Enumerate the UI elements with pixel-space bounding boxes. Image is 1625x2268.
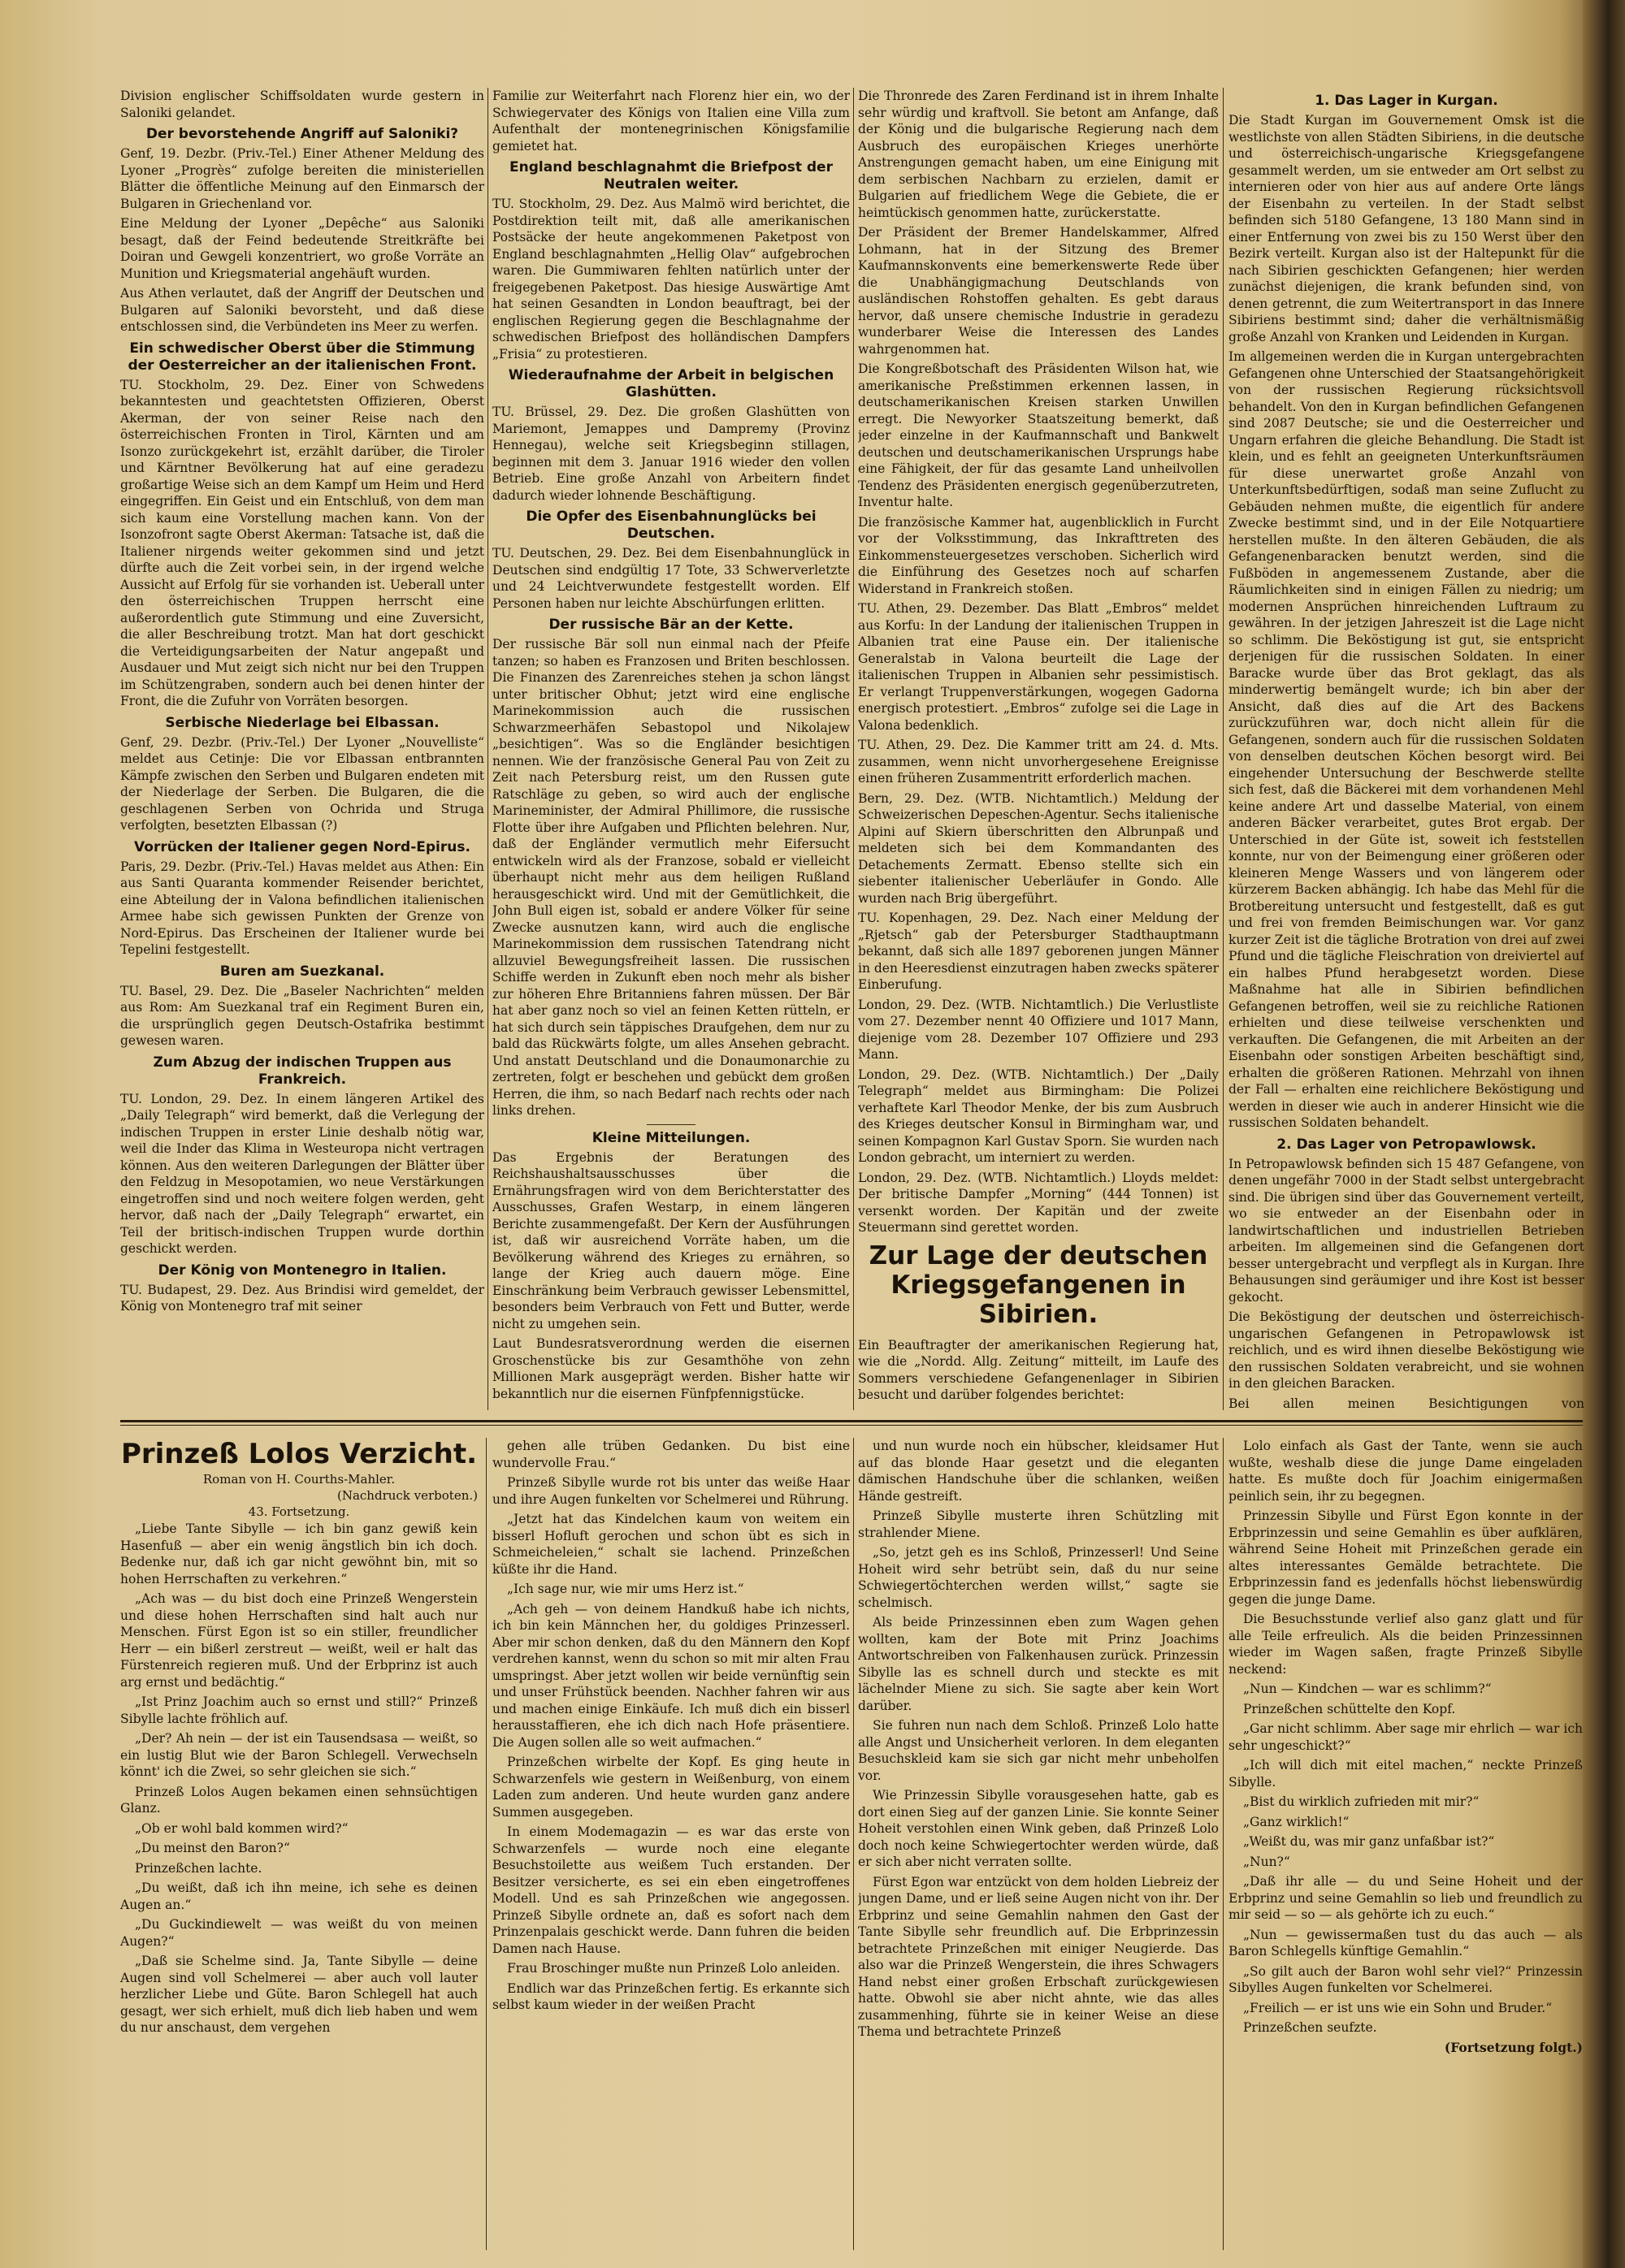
article-headline: Serbische Niederlage bei Elbassan. [165,714,440,731]
novel-paragraph: Fürst Egon war entzückt von dem holden Liebreiz der jungen Dame, und er ließ seine Augen nicht von ihr. Der Erbprinz und seine Gemahlin nahmen den Gast der Tante Sibylle sehr freundlich auf. Die Erbprinzessin betrachtete Prinzeßchen mit einiger Neugierde. Das also war die Prinzeß Wengerstein, die ihres Schwagers Hand nebst einer großen Erbschaft zurückgewiesen hatte. Obwohl sie aber nicht ahnte, wie das alles zusammenhing, führte sie in keiner Weise an diese Thema und betrachtete Prinzeß [858,1874,1219,2039]
column-2 [492,88,850,1410]
page-fold-shadow [1583,0,1625,2268]
novel-paragraph: „Weißt du, was mir ganz unfaßbar ist?“ [1243,1834,1495,1849]
novel-paragraph: „Du meinst den Baron?“ [135,1841,290,1855]
novel-paragraph: Frau Broschinger mußte nun Prinzeß Lolo anleiden. [507,1961,841,1976]
article-paragraph: London, 29. Dez. (WTB. Nichtamtlich.) Der „Daily Telegraph“ meldet aus Birmingham: Die Polizei verhaftete Karl Theodor Menke, der bis zum Ausbruch des Krieges deutscher Konsul in Birmingham war, und seinen Kompagnon Karl Gustav Sporn. Sie wurden nach London gebracht, um interniert zu werden. [858,1067,1219,1165]
novel-byline: Roman von H. Courths-Mahler. [202,1472,396,1487]
article-paragraph: TU. Brüssel, 29. Dez. Die großen Glashütten von Mariemont, Jemappes und Dampremy (Provinz Hennegau), welche seit Kriegsbeginn stillagen, beginnen mit dem 3. Januar 1916 wieder den vollen Betrieb. Eine große Anzahl von Arbeitern findet dadurch wieder lohnende Beschäftigung. [492,405,850,503]
article-paragraph: Familie zur Weiterfahrt nach Florenz hier ein, wo der Schwiegervater des Königs von Italien eine Villa zum Aufenthalt der montenegrinischen Königsfamilie gemietet hat. [492,89,850,154]
column-rule [853,88,854,1410]
novel-paragraph: Wie Prinzessin Sibylle vorausgesehen hatte, gab es dort einen Sieg auf der ganzen Linie. Sie konnte Seiner Hoheit verstohlen einen Wink geben, daß Prinzeß Lolo doch noch keine Schwiegertochter werden würde, daß er sich aber nicht verraten sollte. [858,1788,1219,1869]
article-paragraph: Der russische Bär soll nun einmal nach der Pfeife tanzen; so haben es Franzosen und Briten beschlossen. Die Finanzen des Zarenreiches stehen ja schon längst unter britischer Obhut; jetzt wird eine englische Marinekommission auch die russischen Schwarzmeerhäfen Sebastopol und Nikolajew „besichtigen“. Was so die Engländer besichtigen nennen. Wie der französische General Pau von Zeit zu Zeit nach Petersburg reist, um den Russen gute Ratschläge zu geben, so wird auch der englische Marineminister, der Admiral Phillimore, die russische Flotte über ihre Aufgaben und Pflichten belehren. Nur, daß der Engländer vermutlich mehr Eifersucht entwickeln wird als der Franzose, sobald er vielleicht überhaupt nicht mehr aus dem heiligen Rußland herausgeschickt wird. Und mit der Gemütlichkeit, die John Bull eigen ist, sobald er andere Völker für seine Zwecke ausnutzen kann, wird auch die englische Marinekommission dem russischen Tatendrang nicht allzuviel Bewegungsfreiheit lassen. Die russischen Schiffe werden in Zukunft eben noch mehr als bisher zur höheren Ehre Britanniens fahren müssen. Der Bär hat aber ganz noch so viel an feinen Ketten rütteln, er hat sich durch sein täppisches Draufgehen, dem nur zu bald das Rückwärts folgte, um alles Ansehen gebracht. Und anstatt Deutschland und die Donaumonarchie zu zertreten, folgt er beschehen und gebückt dem großen Herren, die ihm, so nach Bedarf nach rechts oder nach links drehen. [492,637,850,1118]
article-headline: Zur Lage der deutschen Kriegsgefangenen in Sibirien. [869,1240,1208,1329]
novel-title: Prinzeß Lolos Verzicht. [120,1438,478,1470]
section-divider [120,1420,1583,1422]
column-rule [486,1438,487,2250]
article-paragraph: Die französische Kammer hat, augenblicklich in Furcht vor der Volksstimmung, das Inkrafttreten des Einkommensteuergesetzes verschoben. Sicherlich wird die Einführung des Gesetzes noch auf scharfen Widerstand in Frankreich stoßen. [858,514,1219,596]
novel-paragraph: „Bist du wirklich zufrieden mit mir?“ [1243,1794,1480,1809]
article-paragraph: Bern, 29. Dez. (WTB. Nichtamtlich.) Meldung der Schweizerischen Depeschen-Agentur. Sechs italienische Alpini auf Skiern überschritten den Albrunpaß und meldeten sich bei dem Kommandanten des Detachements Zermatt. Ebenso stellte sich ein siebenter italienischer Ueberläufer in Gondo. Alle wurden nach Brig übergeführt. [858,790,1219,906]
novel-paragraph: „Ob er wohl bald kommen wird?“ [135,1820,349,1836]
article-paragraph: Laut Bundesratsverordnung werden die eisernen Groschenstücke bis zur Gesamthöhe von zehn Millionen Mark ausgeprägt werden. Bisher hatte wir bekanntlich nur die eisernen Fünfpfennigstücke. [492,1336,850,1401]
article-paragraph: TU. Deutschen, 29. Dez. Bei dem Eisenbahnunglück in Deutschen sind endgültig 17 Tote, 33 Schwerverletzte und 24 Leichtverwundete festgestellt worden. Elf Personen haben nur leichte Abschürfungen erlitten. [492,546,850,611]
article-paragraph: London, 29. Dez. (WTB. Nichtamtlich.) Lloyds meldet: Der britische Dampfer „Morning“ (444 Tonnen) ist versenkt worden. Der Kapitän und der zweite Steuermann sind gerettet worden. [858,1170,1219,1235]
article-paragraph: TU. Stockholm, 29. Dez. Einer von Schwedens bekanntesten und geachtetsten Offizieren, Oberst Akerman, der von seiner Reise nach den österreichischen Fronten in Tirol, Kärnten und am Isonzo zurückgekehrt ist, erzählt darüber, die Tiroler und Kärntner Bevölkerung hat auf eine geradezu großartige Weise sich an dem Kampf um Heim und Herd eingegriffen. Ein Geist und ein Entschluß, von dem man sich kaum eine Vorstellung machen kann. Von der Isonzofront sagte Oberst Akerman: Tatsache ist, daß die Italiener nirgends weiter gekommen sind und jetzt dürfte auch die Zeit vorbei sein, in der irgend welche Aussicht auf Erfolg für sie vorhanden ist. Ueberall unter den österreichischen Truppen herrscht eine außerordentlich gute Stimmung und eine Zuversicht, die aller Beschreibung trotzt. Man hat dort geschickt die Verteidigungsarbeiten der Natur angepaßt und Ausdauer und Mut zeigt sich nicht nur bei den Truppen im Schützengraben, sondern auch bei denen hinter der Front, die die Zufuhr von Vorräten besorgen. [120,377,484,708]
novel-paragraph: gehen alle trüben Gedanken. Du bist eine wundervolle Frau.“ [492,1439,850,1470]
novel-paragraph: „Freilich — er ist uns wie ein Sohn und Bruder.“ [1243,2000,1553,2015]
novel-paragraph: Lolo einfach als Gast der Tante, wenn sie auch wußte, weshalb diese die junge Dame eingeladen hatte. Es mußte doch für Joachim einigermaßen peinlich sein, ihr zu begegnen. [1228,1439,1583,1504]
article-paragraph: Die Thronrede des Zaren Ferdinand ist in ihrem Inhalte sehr würdig und kraftvoll. Sie betont am Anfange, daß der König und die bulgarische Regierung nach dem Ausbruch des europäischen Krieges unerhörte Anstrengungen gemacht haben, um eine Einigung mit dem serbischen Nachbarn zu erzielen, damit er Bulgarien auf friedlichem Wege die Gebiete, die er heimtückisch genommen hatte, zurückerstatte. [858,89,1219,220]
novel-paragraph: „Ich will dich mit eitel machen,“ neckte Prinzeß Sibylle. [1228,1758,1583,1790]
article-headline: Buren am Suezkanal. [219,963,385,980]
novel-paragraph: Die Besuchsstunde verlief also ganz glatt und für alle Teile erfreulich. Als die beiden Prinzessinnen wieder im Wagen saßen, fragte Prinzeß Sibylle neckend: [1228,1612,1583,1677]
novel-paragraph: „Jetzt hat das Kindelchen kaum von weitem ein bisserl Hofluft gerochen und schon übt es sich in Schmeicheleien,“ schalt sie lachend. Prinzeßchen küßte ihr die Hand. [492,1512,850,1577]
article-paragraph: Paris, 29. Dezbr. (Priv.-Tel.) Havas meldet aus Athen: Ein aus Santi Quaranta kommender Reisender berichtet, eine Abteilung der in Valona befindlichen italienischen Armee habe sich gewissen Punkten der Grenze von Nord-Epirus. Das Erscheinen der Italiener wurde bei Tepelini festgestellt. [120,859,484,957]
novel-column-4 [1228,1438,1583,2250]
novel-paragraph: „Nun?“ [1243,1854,1290,1869]
article-paragraph: TU. London, 29. Dez. In einem längeren Artikel des „Daily Telegraph“ wird bemerkt, daß die Verlegung der indischen Truppen in erster Linie deshalb nötig war, weil die Inder das Klima in Westeuropa nicht vertragen können. Aus den weiteren Darlegungen der Blätter über den Feldzug in Mesopotamien, wo neue Verstärkungen eingetroffen sind und noch weitere folgen werden, geht hervor, daß nach der „Daily Telegraph“ erwartet, ein Teil der britisch-indischen Truppen wurde dorthin geschickt werden. [120,1091,484,1256]
novel-paragraph: „Ich sage nur, wie mir ums Herz ist.“ [507,1582,744,1596]
novel-paragraph: „Du Guckindiewelt — was weißt du von meinen Augen?“ [120,1917,478,1949]
article-paragraph: Das Ergebnis der Beratungen des Reichshaushaltsausschusses über die Ernährungsfragen wird von dem Berichterstatter des Ausschusses, Grafen Westarp, in einem längeren Berichte zusammengefaßt. Der Kern der Ausführungen ist, daß wir ausreichend Vorräte haben, um die Bevölkerung während des Krieges zu ernähren, so lange der Krieg auch dauern möge. Eine Einschränkung beim Verbrauch gewisser Lebensmittel, besonders beim Verbrauch von Fett und Butter, werde nicht zu umgehen sein. [492,1149,850,1331]
article-headline: Zum Abzug der indischen Truppen aus Frankreich. [153,1054,452,1088]
article-paragraph: Der Präsident der Bremer Handelskammer, Alfred Lohmann, hat in der Sitzung des Bremer Kaufmannskonvents eine bemerkenswerte Rede über die Unabhängigmachung Deutschlands von ausländischen Rohstoffen gehalten. Es gebt daraus hervor, daß unsere chemische Industrie in geradezu wunderbarer Weise die Interessen des Landes wahrgenommen hat. [858,225,1219,357]
article-paragraph: Genf, 19. Dezbr. (Priv.-Tel.) Einer Athener Meldung des Lyoner „Progrès“ zufolge bereiten die ministeriellen Blätter die öffentliche Meinung auf den Einmarsch der Bulgaren in Griechenland vor. [120,146,484,211]
article-paragraph: Genf, 29. Dezbr. (Priv.-Tel.) Der Lyoner „Nouvelliste“ meldet aus Cetinje: Die vor Elbassan entbrannten Kämpfe zwischen den Serben und Bulgaren endeten mit der Niederlage der Serben. Die Bulgaren, die die geschlagenen Serben von Ochrida und Struga verfolgten, besetzten Elbassan (?) [120,734,484,833]
novel-paragraph: und nun wurde noch ein hübscher, kleidsamer Hut auf das blonde Haar gesetzt und die eleganten dämischen Handschuhe über die schlanken, weißen Hände gestreift. [858,1439,1219,1504]
novel-paragraph: „Ganz wirklich!“ [1243,1814,1350,1829]
article-paragraph: Im allgemeinen werden die in Kurgan untergebrachten Gefangenen ohne Unterschied der Staatsangehörigkeit von der russischen Regierung rücksichtsvoll behandelt. Von den in Kurgan befindlichen Gefangenen sind 2087 Deutsche; sie und die Oesterreicher und Ungarn erfahren die gleiche Behandlung. Die Stadt ist klein, und es fehlt an geeigneten Unterkunftsräumen für diese unerwartet große Anzahl von Unterkunftsbedürftigen, sodaß man seine Zuflucht zu Gebäuden nehmen mußte, die eigentlich für andere Zwecke bestimmt sind, und in der Eile Notquartiere herstellen mußte. In den älteren Gebäuden, die als Gefangenenbaracken benutzt werden, sind die Fußböden in angemessenem Zustande, aber die Räumlichkeiten sind in einigen Fällen zu niedrig; um modernen Ansprüchen hinreichenden Luftraum zu gewähren. In der jetzigen Jahreszeit ist die Lage nicht so schlimm. Die Beköstigung ist gut, sie entspricht derjenigen für die russischen Soldaten. In einer Baracke wurde über das Brot geklagt, das als minderwertig bemängelt wurde; ich bin aber der Ansicht, daß dies auf die Art des Backens zurückzuführen war, doch nicht allein für die Gefangenen, sondern auch für die russischen Soldaten von denselben deutschen Köchen besorgt wird. Bei eingehender Untersuchung der Beschwerde stellte sich fest, daß die Bäckerei mit dem vorhandenen Mehl keine andere Art und dasselbe Material, von einem anderen Bäcker verarbeitet, gutes Brot ergab. Der Unterschied in der Güte ist, soweit ich feststellen konnte, nur von der Beimengung einer größeren oder kleineren Menge Wassers und von längerem oder kürzerem Backen abhängig. Ich habe das Mehl für die Brotbereitung untersucht und festgestellt, daß es gut und frei von fremden Beimischungen war. Vor ganz kurzer Zeit ist die tägliche Brotration von drei auf zwei Pfund und die tägliche Fleischration von dreiviertel auf ein halbes Pfund herabgesetzt worden. Diese Maßnahme hat alle in Sibirien befindlichen Gefangenen betroffen, weil sie zu reichliche Rationen erhielten und diese teilweise verschenkten und verkauften. Die Gefangenen, die mit Arbeiten an der Eisenbahn oder sonstigen Arbeiten beschäftigt sind, erhalten die größeren Rationen. Mehrzahl von ihnen der Fall — erhalten eine reichlichere Beköstigung und werden in dieser wie auch in anderer Hinsicht wie die russischen Soldaten behandelt. [1228,349,1584,1130]
novel-paragraph: Prinzeß Sibylle wurde rot bis unter das weiße Haar und ihre Augen funkelten vor Schelmerei und Rührung. [492,1475,850,1507]
novel-paragraph: Prinzessin Sibylle und Fürst Egon konnte in der Erbprinzessin und seine Gemahlin es über aufklären, während Seine Hoheit mit Prinzeßchen gerade ein altes interessantes Gemälde betrachtete. Die Erbprinzessin fand es jedenfalls höchst liebenswürdig gegen die junge Dame. [1228,1508,1583,1607]
article-paragraph: Die Stadt Kurgan im Gouvernement Omsk ist die westlichste von allen Städten Sibiriens, in die deutsche und österreichisch-ungarische Kriegsgefangene gesammelt werden, um sie entweder am Ort selbst zu internieren oder von hier aus auf andere Orte längs der Eisenbahn zu verteilen. In der Stadt selbst befinden sich 5180 Gefangene, 13 180 Mann sind in einer Entfernung von zwei bis zu 150 Werst über den Bezirk verteilt. Kurgan also ist der Haltepunkt für die nach Sibirien geschickten Gefangenen; hier werden zunächst diejenigen, die krank befunden sind, von denen getrennt, die zum Weitertransport in das Innere Sibiriens bestimmt sind; daher die verhältnismäßig große Anzahl von Kranken und Leidenden in Kurgan. [1228,113,1584,344]
article-paragraph: TU. Athen, 29. Dez. Die Kammer tritt am 24. d. Mts. zusammen, wenn nicht unvorhergesehene Ereignisse einen früheren Zusammentritt erforderlich machen. [858,738,1219,786]
article-paragraph: TU. Stockholm, 29. Dez. Aus Malmö wird berichtet, die Postdirektion teilt mit, daß alle amerikanischen Postsäcke der heute angekommenen Paketpost von England beschlagnahmten „Hellig Olav“ aufgebrochen waren. Die Gummiwaren fehlten natürlich unter der freigegebenen Paketpost. Das hiesige Auswärtige Amt hat seinen Gesandten in London beauftragt, bei der englischen Regierung gegen die Beschlagnahme der schwedischen Briefpost des holländischen Dampfers „Frisia“ zu protestieren. [492,197,850,361]
column-4 [1228,88,1584,1410]
novel-paragraph: „So gilt auch der Baron wohl sehr viel?“ Prinzessin Sibylles Augen funkelten vor Schelmerei. [1228,1963,1583,1995]
novel-paragraph: In einem Modemagazin — es war das erste von Schwarzenfels — wurde noch eine elegante Besuchstoilette aus weißem Tuch erstanden. Der Besitzer versicherte, es sei ein eben eingetroffenes Modell. Und es sah Prinzeßchen wie angegossen. Prinzeß Sibylle ordnete an, daß es sofort nach dem Prinzenpalais geschickt werde. Dann fuhren die beiden Damen nach Hause. [492,1824,850,1956]
article-headline: Kleine Mitteilungen. [592,1129,751,1146]
short-rule [647,1124,696,1125]
section-divider-thin [120,1425,1583,1426]
novel-paragraph: Sie fuhren nun nach dem Schloß. Prinzeß Lolo hatte alle Angst und Unsicherheit verloren. In dem eleganten Besuchskleid kam sie sich gar nicht mehr unbeholfen vor. [858,1718,1219,1783]
article-paragraph: TU. Basel, 29. Dez. Die „Baseler Nachrichten“ melden aus Rom: Am Suezkanal traf ein Regiment Buren ein, die ursprünglich gegen Deutsch-Ostafrika bestimmt gewesen waren. [120,983,484,1048]
column-3 [858,88,1219,1410]
article-paragraph: TU. Kopenhagen, 29. Dez. Nach einer Meldung der „Rjetsch“ gab der Petersburger Stadthauptmann bekannt, daß sich alle 1897 geborenen jungen Männer in den Heeresdienst einzutragen haben zwecks späterer Einberufung. [858,911,1219,992]
article-headline: Ein schwedischer Oberst über die Stimmung der Oesterreicher an der italienischen Front. [128,340,477,374]
article-paragraph: Eine Meldung der Lyoner „Depêche“ aus Saloniki besagt, daß der Feind bedeutende Streitkräfte bei Doiran und Gewgeli konzentriert, wo große Vorräte an Munition und Kriegsmaterial angehäuft wurden. [120,216,484,281]
article-paragraph: Aus Athen verlautet, daß der Angriff der Deutschen und Bulgaren auf Saloniki bevorsteht, und daß diese entschlossen sind, die Verbündeten ins Meer zu werfen. [120,286,484,334]
novel-paragraph: „Daß ihr alle — du und Seine Hoheit und der Erbprinz und seine Gemahlin so lieb und freundlich zu mir seid — so — als gehörte ich zu euch.“ [1228,1874,1583,1922]
novel-paragraph: „Nun — Kindchen — war es schlimm?“ [1243,1682,1492,1696]
novel-paragraph: „Ist Prinz Joachim auch so ernst und still?“ Prinzeß Sibylle lachte fröhlich auf. [120,1695,478,1726]
novel-paragraph: „Ach geh — von deinem Handkuß habe ich nichts, ich bin kein Männchen her, du goldiges Prinzesserl. Aber mir schon denken, daß du den Männern den Kopf verdrehen kannst, wenn du schon so mit mir alten Frau umspringst. Aber jetzt wollen wir beide vernünftig sein und unser Frühstück beenden. Nachher fahren wir aus und machen einige Einkäufe. Ich muß dich ein bisserl herausstaffieren, ehe ich dich nach Hofe präsentiere. Die Augen sollen alle so weit aufmachen.“ [492,1601,850,1750]
novel-paragraph: „Der? Ah nein — der ist ein Tausendsasa — weißt, so ein lustig Blut wie der Baron Schlegell. Verwechseln könnt' ich die Zwei, so sehr gleichen sie sich.“ [120,1731,478,1779]
novel-episode: 43. Fortsetzung. [248,1504,350,1519]
novel-paragraph: Prinzeßchen schüttelte den Kopf. [1243,1701,1456,1716]
article-headline: Wiederaufnahme der Arbeit in belgischen Glashütten. [508,367,834,400]
article-paragraph: London, 29. Dez. (WTB. Nichtamtlich.) Die Verlustliste vom 27. Dezember nennt 40 Offiziere und 1017 Mann, diejenige vom 28. Dezember 107 Offiziere und 293 Mann. [858,997,1219,1062]
column-1 [120,88,484,1410]
article-headline: Die Opfer des Eisenbahnunglücks bei Deutschen. [526,509,817,542]
article-paragraph: Die Kongreßbotschaft des Präsidenten Wilson hat, wie amerikanische Preßstimmen erkennen lassen, in deutschamerikanischen Kreisen starken Unwillen erregt. Die Newyorker Staatszeitung bemerkt, daß jeder einzelne in der Kaufmannschaft und Bankwelt deutschen und deutschamerikanischen Ursprungs habe eine Fähigkeit, der für das gesamte Land unheilvollen Tendenz des Präsidenten energisch gegenüberzutreten, Inventur halte. [858,361,1219,509]
column-rule [1223,88,1224,1410]
novel-paragraph: „Nun — gewissermaßen tust du das auch — als Baron Schlegells künftige Gemahlin.“ [1228,1927,1583,1959]
novel-paragraph: Endlich war das Prinzeßchen fertig. Es erkannte sich selbst kaum wieder in der weißen Pracht [492,1980,850,2012]
novel-paragraph: Prinzeßchen wirbelte der Kopf. Es ging heute in Schwarzenfels wie gestern in Weißenburg, von einem Laden zum anderen. Und heute wurden ganz andere Summen ausgegeben. [492,1755,850,1820]
novel-paragraph: Prinzeßchen lachte. [135,1860,262,1876]
article-paragraph: Bei allen meinen Besichtigungen von [1228,1396,1584,1410]
column-rule [1223,1438,1224,2250]
column-rule [853,1438,854,2250]
novel-paragraph: „Daß sie Schelme sind. Ja, Tante Sibylle — deine Augen sind voll Schelmerei — aber auch voll lauter herzlicher Liebe und Güte. Baron Schlegell hat auch gesagt, wer sich erhielt, muß dich lieb haben und wem du nur anschaust, dem vergehen [120,1954,478,2035]
article-headline: Der russische Bär an der Kette. [548,617,794,633]
article-headline: Vorrücken der Italiener gegen Nord-Epirus. [134,838,470,855]
article-headline: 1. Das Lager in Kurgan. [1315,93,1498,109]
continued-note: (Fortsetzung folgt.) [1444,2039,1583,2055]
article-headline: England beschlagnahmt die Briefpost der Neutralen weiter. [509,159,833,193]
novel-paragraph: „Liebe Tante Sibylle — ich bin ganz gewiß kein Hasenfuß — aber ein wenig ängstlich bin ich doch. Bedenke nur, daß ich gar nicht gewöhnt bin, mit so hohen Herrschaften zu verkehren.“ [120,1521,478,1586]
article-headline: 2. Das Lager von Petropawlowsk. [1276,1136,1536,1153]
novel-rights-note: (Nachdruck verboten.) [336,1488,478,1503]
novel-paragraph: Prinzeßchen seufzte. [1243,2020,1377,2035]
article-headline: Der bevorstehende Angriff auf Saloniki? [145,126,459,142]
novel-paragraph: „Ach was — du bist doch eine Prinzeß Wengerstein und diese hohen Herrschaften sind halt auch nur Menschen. Fürst Egon ist so ein stiller, freundlicher Herr — ein bißerl zerstreut — weißt, weil er halt das Fürstenreich regieren muß. Und der Erbprinz ist auch arg ernst und bedächtig.“ [120,1591,478,1690]
article-paragraph: In Petropawlowsk befinden sich 15 487 Gefangene, von denen ungefähr 7000 in der Stadt selbst untergebracht sind. Die übrigen sind über das Gouvernement verteilt, wo sie entweder an der Eisenbahn oder in landwirtschaftlichen und industriellen Betrieben arbeiten. Im allgemeinen sind die Gefangenen dort besser untergebracht und verpflegt als in Kurgan. Ihre Behausungen sind geräumiger und ihre Kost ist besser gekocht. [1228,1156,1584,1305]
novel-paragraph: „So, jetzt geh es ins Schloß, Prinzesserl! Und Seine Hoheit wird sehr betrübt sein, daß du nur seine Schwiegertöchterchen werden willst,“ sagte sie schelmisch. [858,1545,1219,1610]
article-paragraph: TU. Athen, 29. Dezember. Das Blatt „Embros“ meldet aus Korfu: In der Landung der italienischen Truppen in Albanien trat eine Pause ein. Der italienische Generalstab in Valona beurteilt die Lage der italienischen Truppen in Albanien sehr pessimistisch. Er verlangt Truppenverstärkungen, wogegen Gadorna energisch protestiert. „Embros“ zufolge sei die Lage in Valona bedenklich. [858,601,1219,733]
novel-paragraph: Prinzeß Lolos Augen bekamen einen sehnsüchtigen Glanz. [120,1784,478,1816]
article-paragraph: Die Beköstigung der deutschen und österreichisch-ungarischen Gefangenen in Petropawlowsk ist reichlich, und es wird ihnen dieselbe Beköstigung wie den russischen Soldaten verabreicht, und sie wohnen in den gleichen Baracken. [1228,1309,1584,1391]
novel-column-1 [120,1438,478,2250]
article-paragraph: TU. Budapest, 29. Dez. Aus Brindisi wird gemeldet, der König von Montenegro traf mit seiner [120,1282,484,1314]
novel-paragraph: „Du weißt, daß ich ihn meine, ich sehe es deinen Augen an.“ [120,1881,478,1912]
novel-column-3 [858,1438,1219,2250]
novel-paragraph: Prinzeß Sibylle musterte ihren Schützling mit strahlender Miene. [858,1508,1219,1540]
article-headline: Der König von Montenegro in Italien. [158,1262,447,1279]
article-paragraph: Division englischer Schiffsoldaten wurde gestern in Saloniki gelandet. [120,89,484,120]
article-paragraph: Ein Beauftragter der amerikanischen Regierung hat, wie die „Nordd. Allg. Zeitung“ mitteilt, im Laufe des Sommers verschiedene Gefangenenlager in Sibirien besucht und darüber folgendes berichtet: [858,1337,1219,1402]
novel-column-2 [492,1438,850,2250]
novel-paragraph: „Gar nicht schlimm. Aber sage mir ehrlich — war ich sehr ungeschickt?“ [1228,1721,1583,1753]
novel-paragraph: Als beide Prinzessinnen eben zum Wagen gehen wollten, kam der Bote mit Prinz Joachims Antwortschreiben von Falkenhausen zurück. Prinzessin Sibylle las es schnell durch und steckte es mit lächelnder Miene zu sich. Sie sagte aber kein Wort darüber. [858,1615,1219,1713]
